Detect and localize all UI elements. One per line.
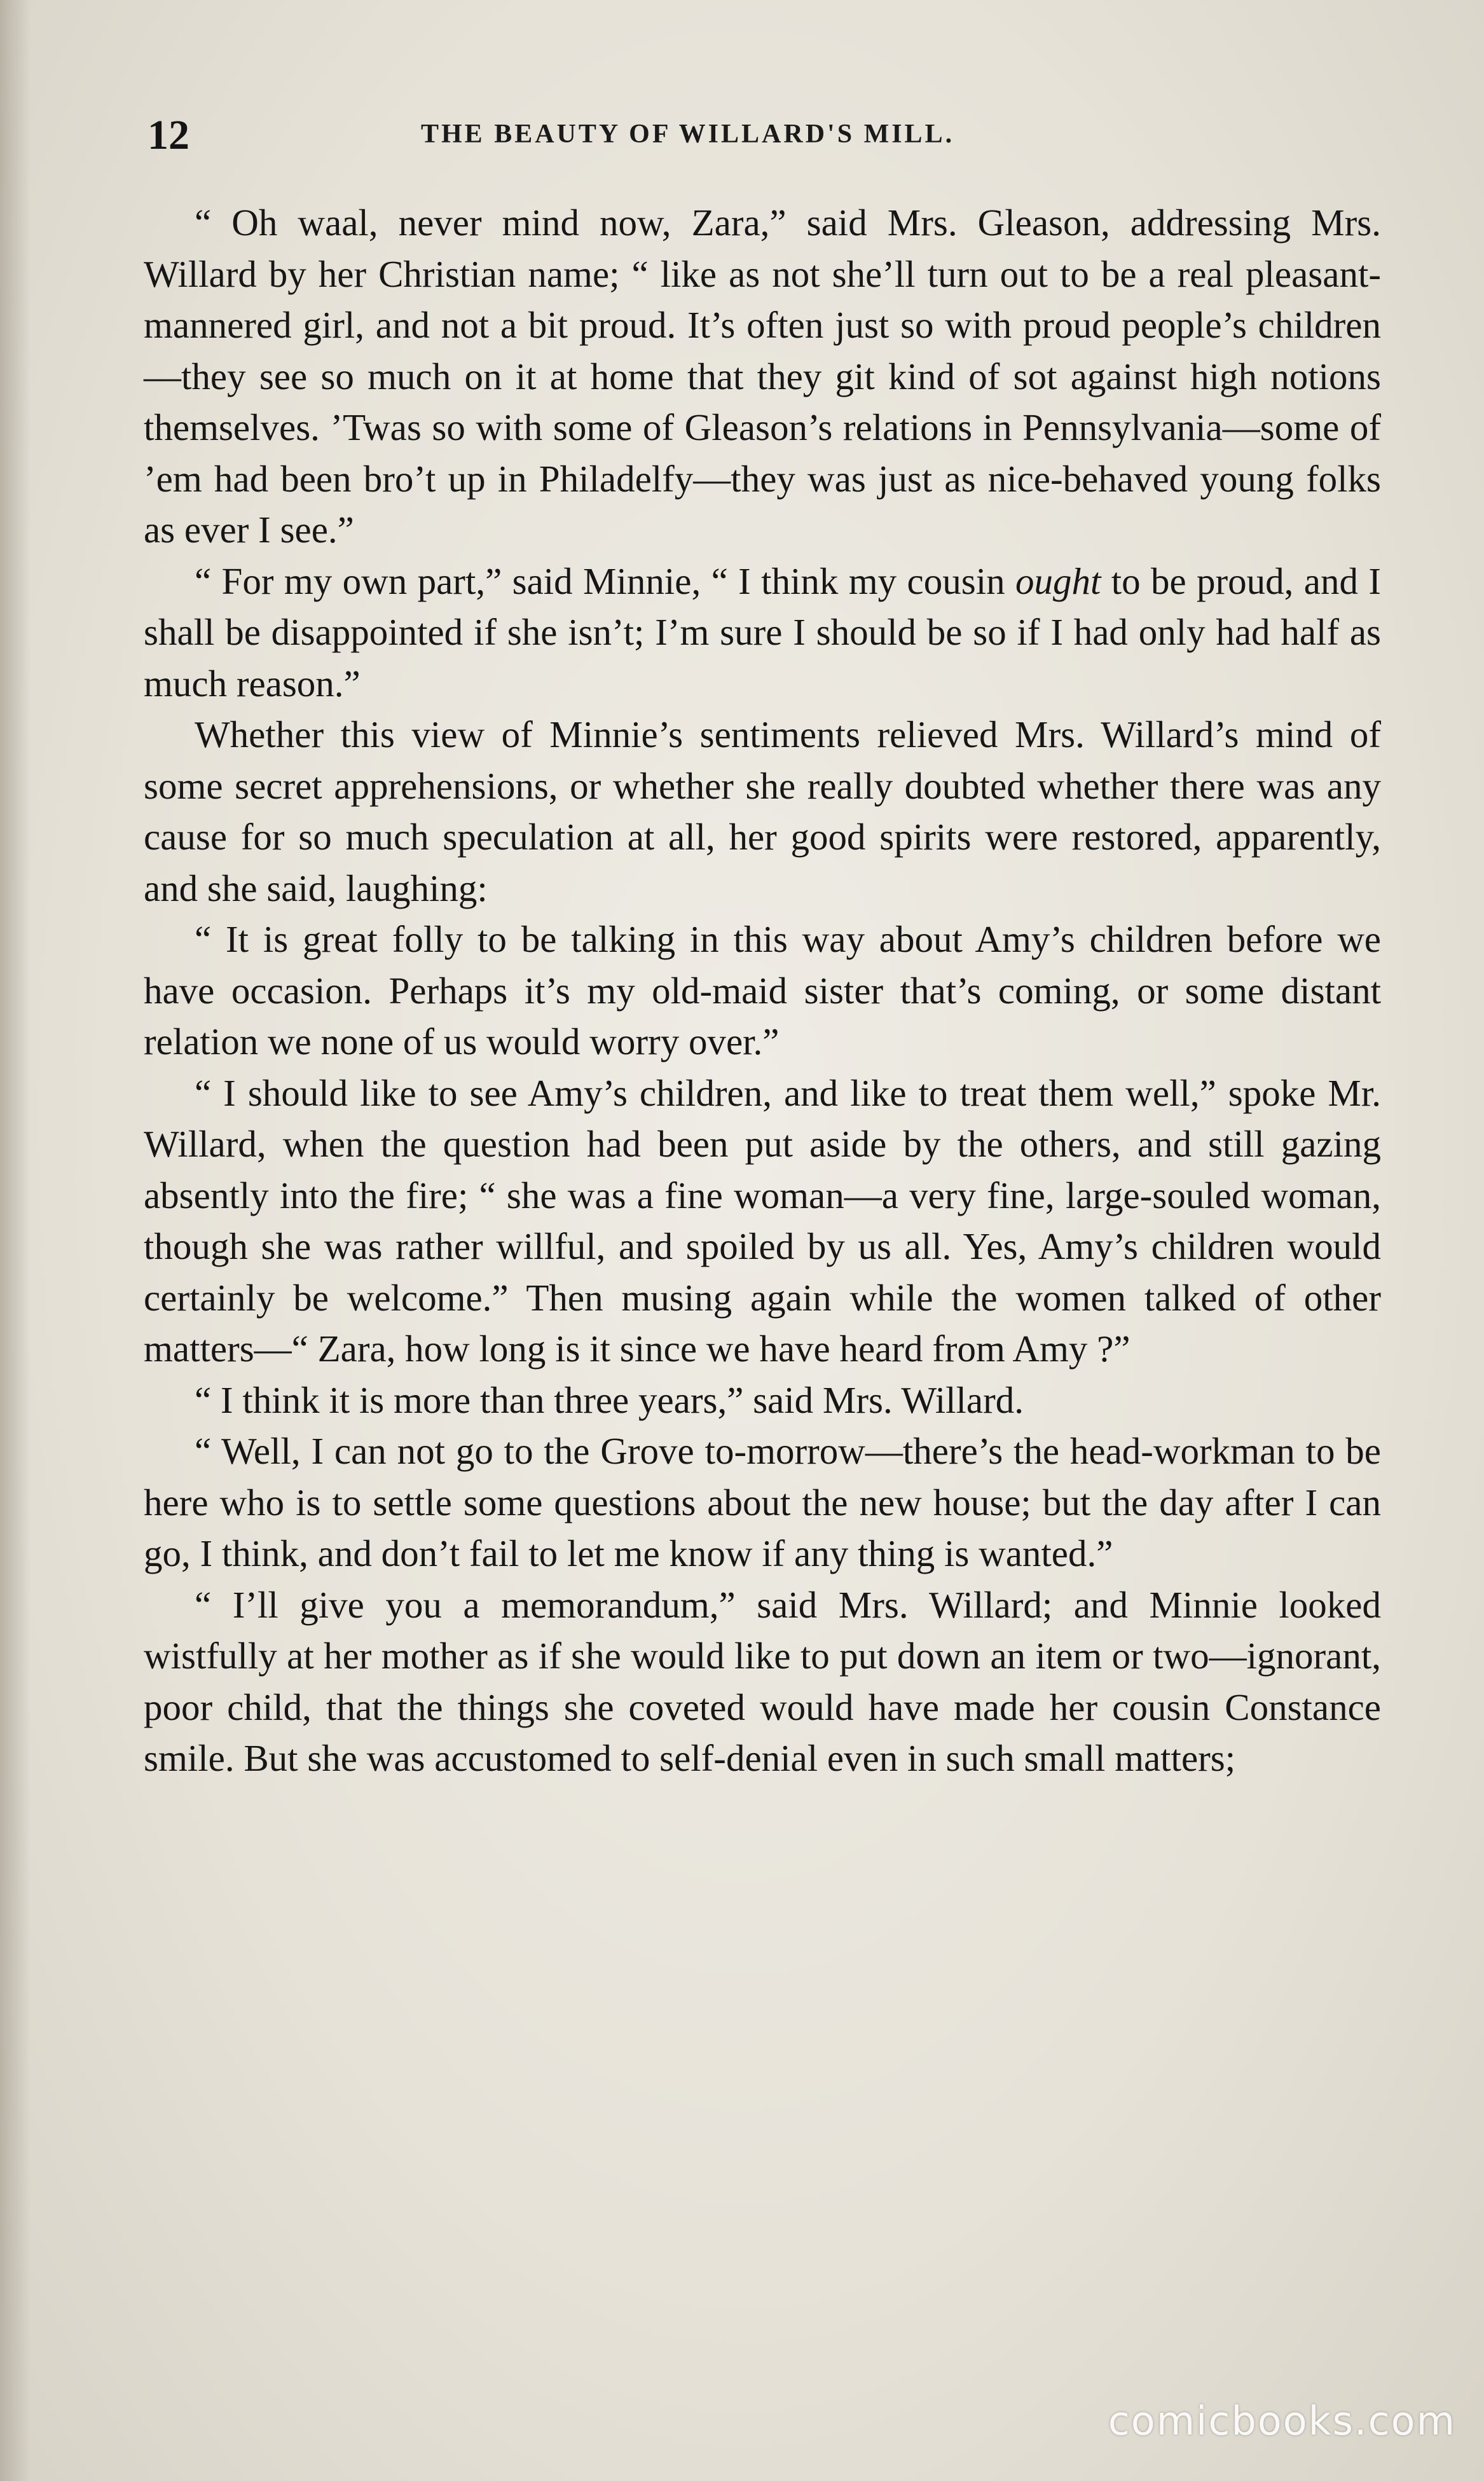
paragraph: “ It is great folly to be talking in this way about Amy’s children before we have occasion. Perhaps it’s my old-maid sister that’s coming, or some distant relation we none of us would worry over.” [144,918,1381,1062]
paragraph: “ I’ll give you a memorandum,” said Mrs. Willard; and Minnie looked wistfully at her mother as if she would like to put down an item or two—ignorant, poor child, that the things she coveted would have made her cousin Constance smile. But she was accustomed to self-denial even in such small matters; [144,1583,1381,1779]
page-header [148,105,1381,162]
paragraph-text: to be proud, and I shall be disappointed if she isn’t; I’m sure I should be so if I had only had half as much reason.” [144,560,1381,704]
page-binding-shadow [0,0,31,2481]
paragraph: “ Well, I can not go to the Grove to-morrow—there’s the head-workman to be here who is to settle some questions about the new house; but the day after I can go, I think, and don’t fail to let me know if any thing is wanted.” [144,1430,1381,1574]
italic-word: ought [1015,560,1101,602]
paragraph: “ I should like to see Amy’s children, and like to treat them well,” spoke Mr. Willard, when the question had been put aside by the others, and still gazing absently into the fire; “ she was a fine woman—a very fine, large-souled woman, though she was rather willful, and spoiled by us all. Yes, Amy’s children would certainly be welcome.” Then musing again while the women talked of other matters—“ Zara, how long is it since we have heard from Amy ?” [144,1071,1381,1370]
paragraph [144,556,1381,710]
watermark: comicbooks.com [1108,2398,1456,2444]
page-number: 12 [148,112,189,158]
paragraph: “ I think it is more than three years,” said Mrs. Willard. [195,1378,1024,1421]
paragraph: “ Oh waal, never mind now, Zara,” said Mrs. Gleason, addressing Mrs. Willard by her Christian name; “ like as not she’ll turn out to be a real pleasant-mannered girl, and not a bit proud. It’s often just so with proud people’s children—they see so much on it at home that they git kind of sot against high notions themselves. ’Twas so with some of Gleason’s relations in Pennsylvania—some of ’em had been bro’t up in Philadelfy—they was just as nice-behaved young folks as ever I see.” [144,202,1381,551]
paragraph: Whether this view of Minnie’s sentiments relieved Mrs. Willard’s mind of some secret apprehensions, or whether she really doubted whether there was any cause for so much speculation at all, her good spirits were restored, apparently, and she said, laughing: [144,713,1381,909]
running-head: THE BEAUTY OF WILLARD'S MILL. [421,120,955,149]
paragraph-text: “ For my own part,” said Minnie, “ I think my cousin [195,560,1015,602]
body-text [144,197,1381,1784]
